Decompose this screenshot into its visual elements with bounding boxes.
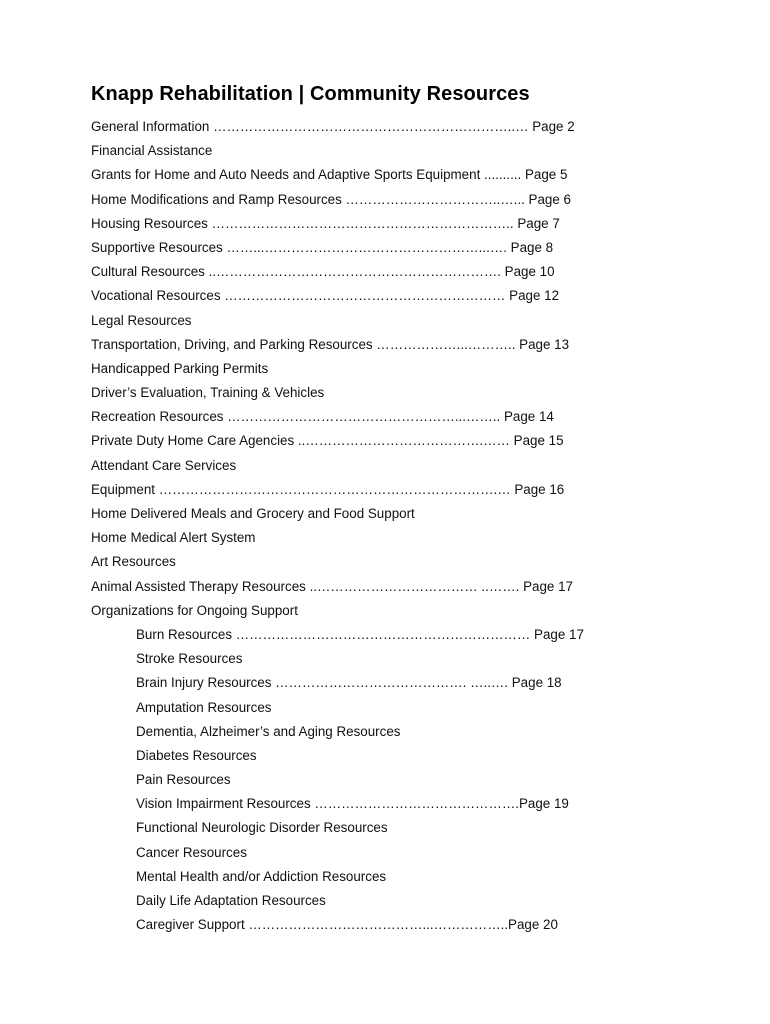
toc-entry: Organizations for Ongoing Support [91,602,298,618]
toc-subentry: Stroke Resources [136,651,243,667]
toc-entry: Home Delivered Meals and Grocery and Food Support [91,506,415,521]
toc-subentry: Pain Resources [136,772,231,788]
toc-subentry: Diabetes Resources [136,747,257,763]
toc-entry: Home Medical Alert System [91,530,256,546]
toc-subentry: Amputation Resources [136,699,272,715]
toc-entry: Attendant Care Services [91,457,237,473]
toc-entry: General Information …………………………………………………………..… Page 2 [91,119,575,134]
toc-entry: Cultural Resources ..………………………………………………………. Page 10 [91,264,555,280]
toc-subentry: Mental Health and/or Addiction Resources [136,868,387,884]
toc-subentry: Functional Neurologic Disorder Resources [136,820,388,836]
toc-entry: Financial Assistance [91,143,213,159]
toc-subentry: Vision Impairment Resources ……………………………………….Page 19 [136,796,569,812]
toc-subentry: Brain Injury Resources ……………………………………. …..…. Page 18 [136,675,562,691]
toc-subentry: Caregiver Support …………………………………...……………..Page 20 [136,917,558,933]
toc-subentry: Burn Resources ………………………………………………………… Page 17 [136,626,584,642]
toc-entry: Equipment ………………………………………………………………….… Page 16 [91,481,565,497]
toc-entry: Supportive Resources ……...…………………………………………...…. Page 8 [91,239,554,255]
toc-entry: Housing Resources ………………………………………………………….. Page 7 [91,215,560,231]
toc-subentry: Dementia, Alzheimer’s and Aging Resources [136,723,401,739]
toc-subentry: Daily Life Adaptation Resources [136,893,326,908]
toc-entry: Recreation Resources ……………………………………………...…….. Page 14 [91,409,554,425]
toc-entry: Grants for Home and Auto Needs and Adaptive Sports Equipment .......... Page 5 [91,167,568,183]
toc-entry: Legal Resources [91,312,192,328]
page-title: Knapp Rehabilitation | Community Resources [91,83,530,105]
toc-entry: Vocational Resources ……………………………………………………… Page 12 [91,288,560,304]
toc-entry: Transportation, Driving, and Parking Resources ………………...……….. Page 13 [91,336,570,352]
table-of-contents [91,115,611,937]
toc-entry: Handicapped Parking Permits [91,360,269,376]
toc-entry: Private Duty Home Care Agencies ..………………………………….…… Page 15 [91,433,564,449]
toc-subentry: Cancer Resources [136,844,247,860]
toc-entry: Art Resources [91,554,176,570]
toc-entry: Driver’s Evaluation, Training & Vehicles [91,385,325,401]
toc-entry: Home Modifications and Ramp Resources ……………………………..…... Page 6 [91,191,571,207]
toc-entry: Animal Assisted Therapy Resources ..……………………………… ..……. Page 17 [91,578,573,594]
